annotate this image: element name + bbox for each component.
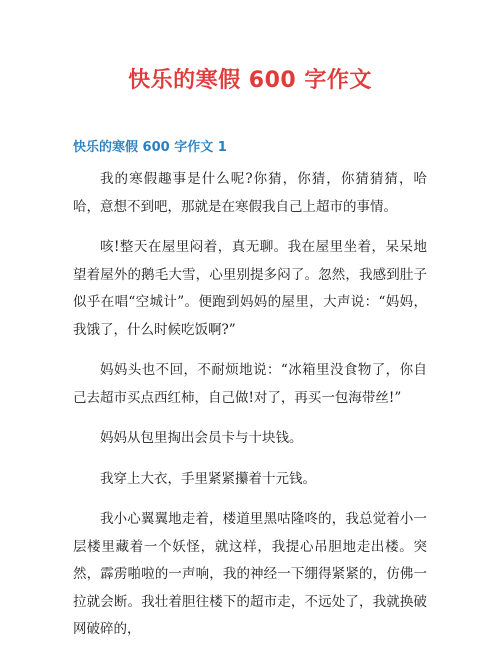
document-title: 快乐的寒假 600 字作文 bbox=[128, 68, 372, 93]
paragraph: 妈妈从包里掏出会员卡与十块钱。 bbox=[100, 430, 303, 446]
paragraph: 我的寒假趣事是什么呢?你猜，你猜，你猜猜猜，哈哈，意想不到吧，那就是在寒假我自己上超市的事情。 bbox=[73, 171, 427, 215]
paragraph: 妈妈头也不回，不耐烦地说：“冰箱里没食物了，你自己去超市买点西红柿，自己做!对了，再买一包海带丝!” bbox=[73, 362, 427, 406]
paragraph: 咳!整天在屋里闷着，真无聊。我在屋里坐着，呆呆地望着屋外的鹅毛大雪，心里别提多闷了。忽然，我感到肚子似乎在唱“空城计”。便跑到妈妈的屋里，大声说：“妈妈，我饿了，什么时候吃饭啊?” bbox=[73, 239, 427, 338]
paragraph: 我小心翼翼地走着，楼道里黑咕隆咚的，我总觉着小一层楼里藏着一个妖怪，就这样，我提心吊胆地走出楼。突然，霹雳啪啦的一声响，我的神经一下绷得紧紧的，仿佛一拉就会断。我壮着胆往楼下的超市走，不远处了，我就换破网破碎的， bbox=[73, 511, 427, 637]
document-body bbox=[73, 166, 427, 657]
section-title: 快乐的寒假 600 字作文 1 bbox=[73, 140, 227, 155]
paragraph: 我穿上大衣，手里紧紧攥着十元钱。 bbox=[100, 470, 316, 487]
